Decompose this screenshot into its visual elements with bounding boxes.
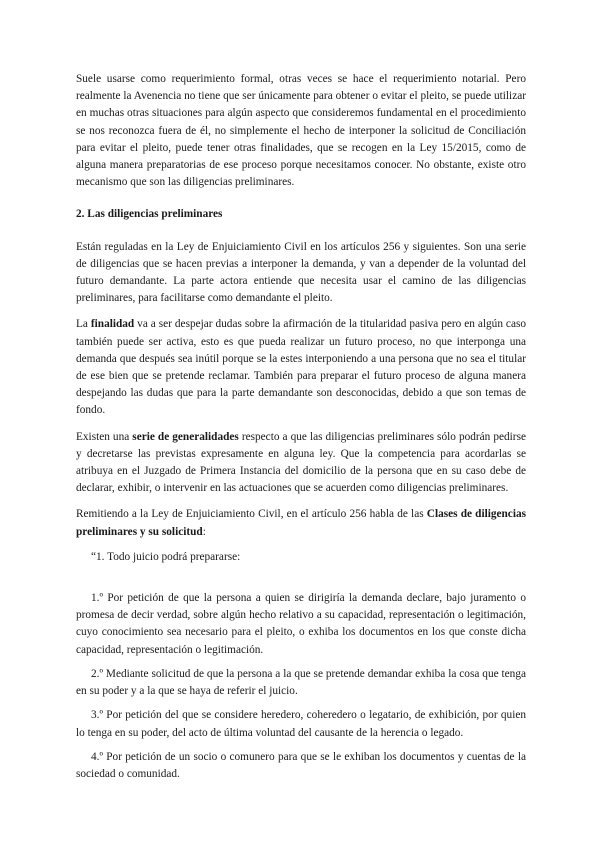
generalidades-bold: serie de generalidades xyxy=(132,430,239,443)
generalidades-rest: respecto a que las diligencias preliminares sólo podrán pedirse y decretarse las previstas expresamente en alguna ley. Que la competencia para acordarlas se atribuya en el Juzgado de Primera Instancia del domicilio de la persona que en su caso debe de declarar, exhibir, o intervenir en las actuaciones que se acuerden como diligencias preliminares. xyxy=(76,430,526,495)
finalidad-rest: va a ser despejar dudas sobre la afirmación de la titularidad pasiva pero en algún caso también puede ser activa, esto es que pueda realizar un futuro proceso, no que interponga una demanda que después sea inútil porque se la estes interponiendo a una persona que no sea el titular de ese bien que se pretende reclamar. También para preparar el futuro proceso de alguna manera despejando las dudas que para la parte demandante son desconocidas, debido a que son temas de fondo. xyxy=(76,318,526,417)
finalidad-paragraph xyxy=(76,316,526,419)
intro-paragraph: Suele usarse como requerimiento formal, otras veces se hace el requerimiento notarial. Pero realmente la Avenencia no tiene que ser únicamente para obtener o evitar el pleito, se puede utilizar en muchas otras situaciones para algún aspecto que consideremos fundamental en el procedimiento se nos reconozca fuera de él, no simplemente el hecho de interponer la solicitud de Conciliación para evitar el pleito, puede tener otras finalidades, que se recogen en la Ley 15/2015, como de alguna manera preparatorias de ese proceso porque necesitamos conocer. No obstante, existe otro mecanismo que son las diligencias preliminares. xyxy=(76,73,526,189)
remitiendo-rest: : xyxy=(202,525,206,538)
section-heading: 2. Las diligencias preliminares xyxy=(76,208,223,221)
generalidades-lead: Existen una xyxy=(76,430,133,443)
list-item: 3.º Por petición del que se considere heredero, coheredero o legatario, de exhibición, por quien lo tenga en su poder, del acto de última voluntad del causante de la herencia o legado. xyxy=(76,709,526,739)
generalidades-paragraph xyxy=(76,429,526,498)
quote-intro: “1. Todo juicio podrá prepararse: xyxy=(91,550,241,563)
list-item: 4.º Por petición de un socio o comunero para que se le exhiban los documentos y cuentas de la sociedad o comunidad. xyxy=(76,750,526,780)
remitiendo-bold: Clases de diligencias preliminares y su solicitud xyxy=(76,508,526,538)
remitiendo-paragraph xyxy=(76,506,526,540)
remitiendo-lead: Remitiendo a la Ley de Enjuiciamiento Civil, en el artículo 256 habla de las xyxy=(76,508,427,521)
regulation-paragraph: Están reguladas en la Ley de Enjuiciamiento Civil en los artículos 256 y siguientes. Son una serie de diligencias que se hacen previas a interponer la demanda, y van a depender de la voluntad del futuro demandante. La parte actora entiende que necesita usar el camino de las diligencias preliminares, para facilitarse como demandante el pleito. xyxy=(76,240,526,305)
finalidad-lead: La xyxy=(76,318,91,331)
list-item: 1.º Por petición de que la persona a quien se dirigiría la demanda declare, bajo juramento o promesa de decir verdad, sobre algún hecho relativo a su capacidad, representación o legitimación, cuyo conocimiento sea necesario para el pleito, o exhiba los documentos en los que conste dicha capacidad, representación o legitimación. xyxy=(76,592,526,656)
finalidad-bold: finalidad xyxy=(90,318,135,331)
list-item: 2.º Mediante solicitud de que la persona a la que se pretende demandar exhiba la cosa que tenga en su poder y a la que se haya de referir el juicio. xyxy=(76,667,526,698)
blank-line xyxy=(76,575,526,590)
document-page xyxy=(76,71,526,790)
